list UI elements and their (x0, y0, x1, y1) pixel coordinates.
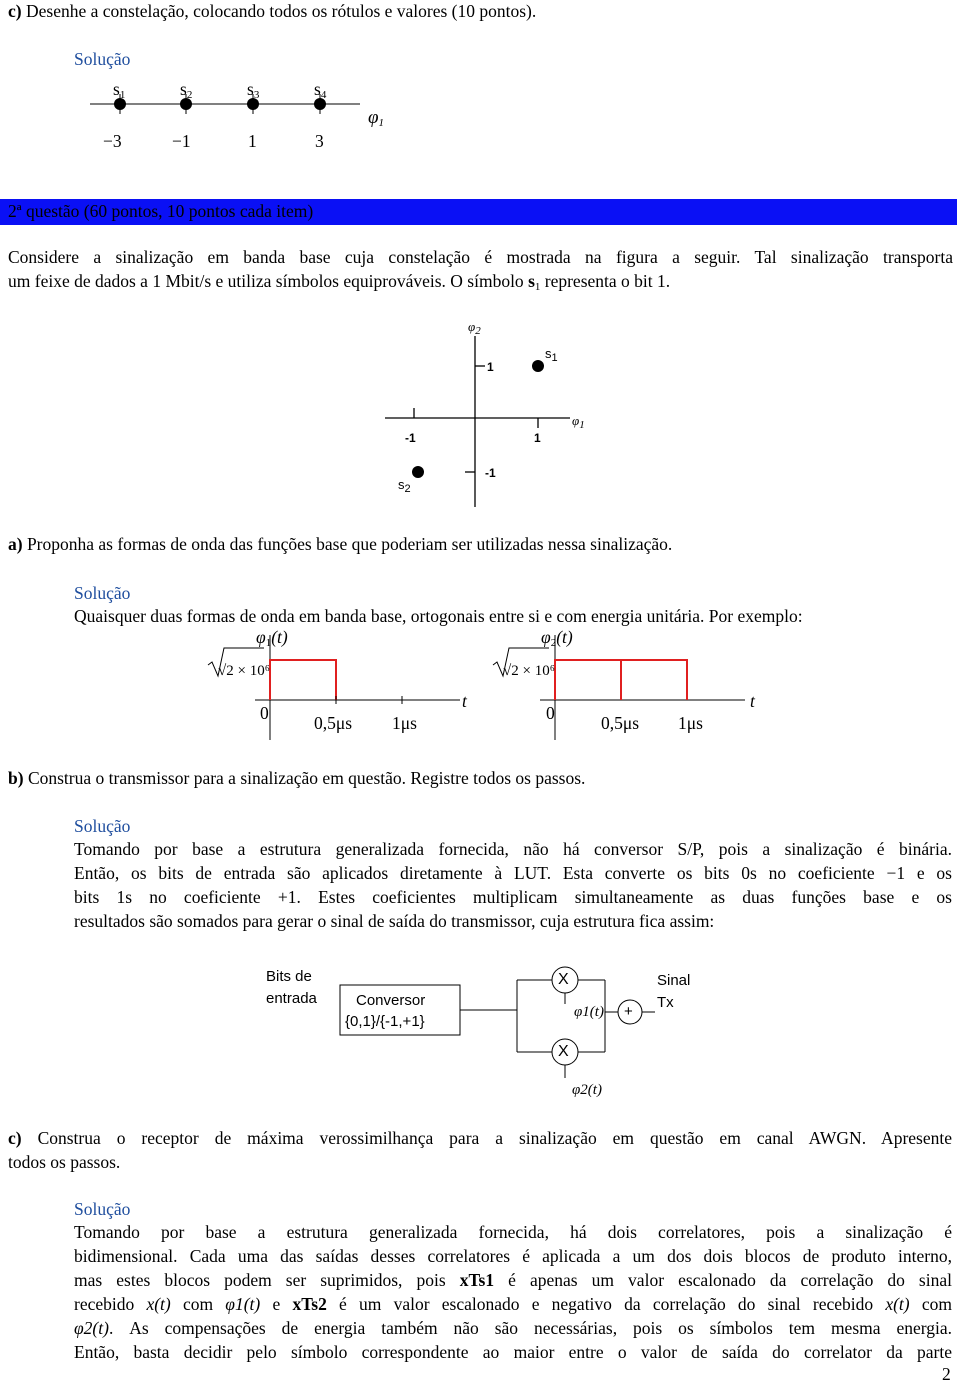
tx-input-label-1: Bits de (266, 968, 312, 985)
phi1-axis-label: $\varphi_1$ (572, 413, 585, 431)
waveform-phi1-amplitude: √2 × 10⁶ (218, 663, 270, 679)
symbol-label-s3: $s_3$ (247, 79, 260, 101)
waveform-phi2-one: 1μs (678, 713, 703, 733)
part-c-statement-line-2: todos os passos. (8, 1152, 121, 1172)
value-label-pos3: 3 (315, 131, 324, 151)
solution-b-line-1: Tomando por base a estrutura generalizada fornecida, não há conversor S/P, pois a sinalização é binária. (74, 839, 952, 859)
waveform-phi2-half: 0,5μs (601, 713, 640, 733)
tick-label-x-pos: 1 (534, 431, 541, 445)
converter-label-2: {0,1}/{-1,+1} (345, 1013, 425, 1030)
solution-c-line-6: Então, basta decidir pelo símbolo correspondente ao maior entre o valor de saída do correlator da parte (74, 1342, 952, 1362)
waveform-phi2-t-axis: t (750, 691, 755, 711)
intro-line-1: Considere a sinalização em banda base cuja constelação é mostrada na figura a seguir. Tal sinalização transporta (8, 247, 953, 267)
solution-c-line-1: Tomando por base a estrutura generalizada fornecida, há dois correlatores, pois a sinalização é (74, 1222, 952, 1242)
tx-input-label-2: entrada (266, 990, 317, 1007)
solution-c-line-5: φ2(t). As compensações de energia também não são necessárias, pois os símbolos tem mesma energia. (74, 1318, 952, 1338)
solution-c-line-4: recebido x(t) com φ1(t) e xTs2 é um valor escalonado e negativo da correlação do sinal recebido x(t) com (74, 1294, 952, 1314)
waveform-phi1-one: 1μs (392, 713, 417, 733)
solution-b-line-2: Então, os bits de entrada são aplicados diretamente à LUT. Esta converte os bits 0s no coeficiente −1 e os (74, 863, 952, 883)
solution-b-line-4: resultados são somados para gerar o sinal de saída do transmissor, cuja estrutura fica assim: (74, 911, 715, 931)
value-label-neg1: −1 (172, 131, 191, 151)
symbol-label-s4: $s_4$ (314, 79, 327, 101)
waveform-phi1-t-axis: t (462, 691, 467, 711)
solution-heading-1: Solução (74, 49, 131, 69)
waveform-phi1-label: $\varphi_1(t)$ (256, 627, 288, 649)
tx-phi1-label: φ1(t) (574, 1004, 604, 1020)
phi2-axis-label: $\varphi_2$ (468, 319, 481, 337)
converter-label-1: Conversor (356, 992, 426, 1009)
point-s1 (532, 360, 544, 372)
adder-label: + (624, 1003, 633, 1020)
waveform-phi1-half: 0,5μs (314, 713, 353, 733)
waveform-phi1-zero: 0 (260, 703, 269, 723)
symbol-label-s2: $s_2$ (180, 79, 193, 101)
solution-a-text: Quaisquer duas formas de onda em banda base, ortogonais entre si e com energia unitária. Por exemplo: (74, 606, 803, 626)
value-label-pos1: 1 (248, 131, 257, 151)
intro-line-2: um feixe de dados a 1 Mbit/s e utiliza símbolos equiprováveis. O símbolo $s_1$ representa o bit 1. (8, 271, 671, 293)
page-number: 2 (942, 1364, 951, 1384)
solution-b-line-3: bits 1s no coeficiente +1. Estes coeficientes multiplicam simultaneamente as duas funções base e os (74, 887, 952, 907)
tx-output-label-1: Sinal (657, 972, 691, 989)
question-2-banner: 2ª questão (60 pontos, 10 pontos cada item) (0, 199, 957, 225)
solution-heading-b: Solução (74, 816, 131, 836)
point-s2 (412, 466, 424, 478)
part-c-prev-statement: c) Desenhe a constelação, colocando todos os rótulos e valores (10 pontos). (8, 1, 537, 21)
axis-label-phi1: $\varphi_1$ (368, 107, 385, 129)
tx-phi2-label: φ2(t) (572, 1082, 602, 1098)
value-label-neg3: −3 (103, 131, 122, 151)
waveform-phi2-zero: 0 (546, 703, 555, 723)
multiplier-1-label: X (558, 971, 569, 988)
solution-heading-a: Solução (74, 583, 131, 603)
s1-label: $s_1$ (545, 346, 558, 364)
tick-label-y-pos: 1 (487, 360, 494, 374)
multiplier-2-label: X (558, 1043, 569, 1060)
tx-output-label-2: Tx (657, 994, 674, 1011)
solution-heading-c: Solução (74, 1199, 131, 1219)
part-c-statement-line-1: c) Construa o receptor de máxima verossimilhança para a sinalização em questão em canal AWGN. Apresente (8, 1128, 952, 1148)
tick-label-y-neg: -1 (485, 466, 496, 480)
solution-c-line-3: mas estes blocos podem ser suprimidos, pois xTs1 é apenas um valor escalonado da correlação do sinal (74, 1270, 952, 1290)
waveform-phi2-label: $\varphi_2(t)$ (541, 627, 573, 649)
part-b-statement: b) Construa o transmissor para a sinalização em questão. Registre todos os passos. (8, 768, 586, 788)
solution-c-line-2: bidimensional. Cada uma das saídas desses correlatores é aplicada a um dos dois blocos de produto interno, (74, 1246, 952, 1266)
transmitter-diagram (255, 960, 715, 1110)
tick-label-x-neg: -1 (405, 431, 416, 445)
waveform-phi2-amplitude: √2 × 10⁶ (503, 663, 555, 679)
symbol-label-s1: $s_1$ (113, 79, 126, 101)
part-a-statement: a) Proponha as formas de onda das funções base que poderiam ser utilizadas nessa sinalização. (8, 534, 673, 554)
s2-label: $s_2$ (398, 477, 411, 495)
